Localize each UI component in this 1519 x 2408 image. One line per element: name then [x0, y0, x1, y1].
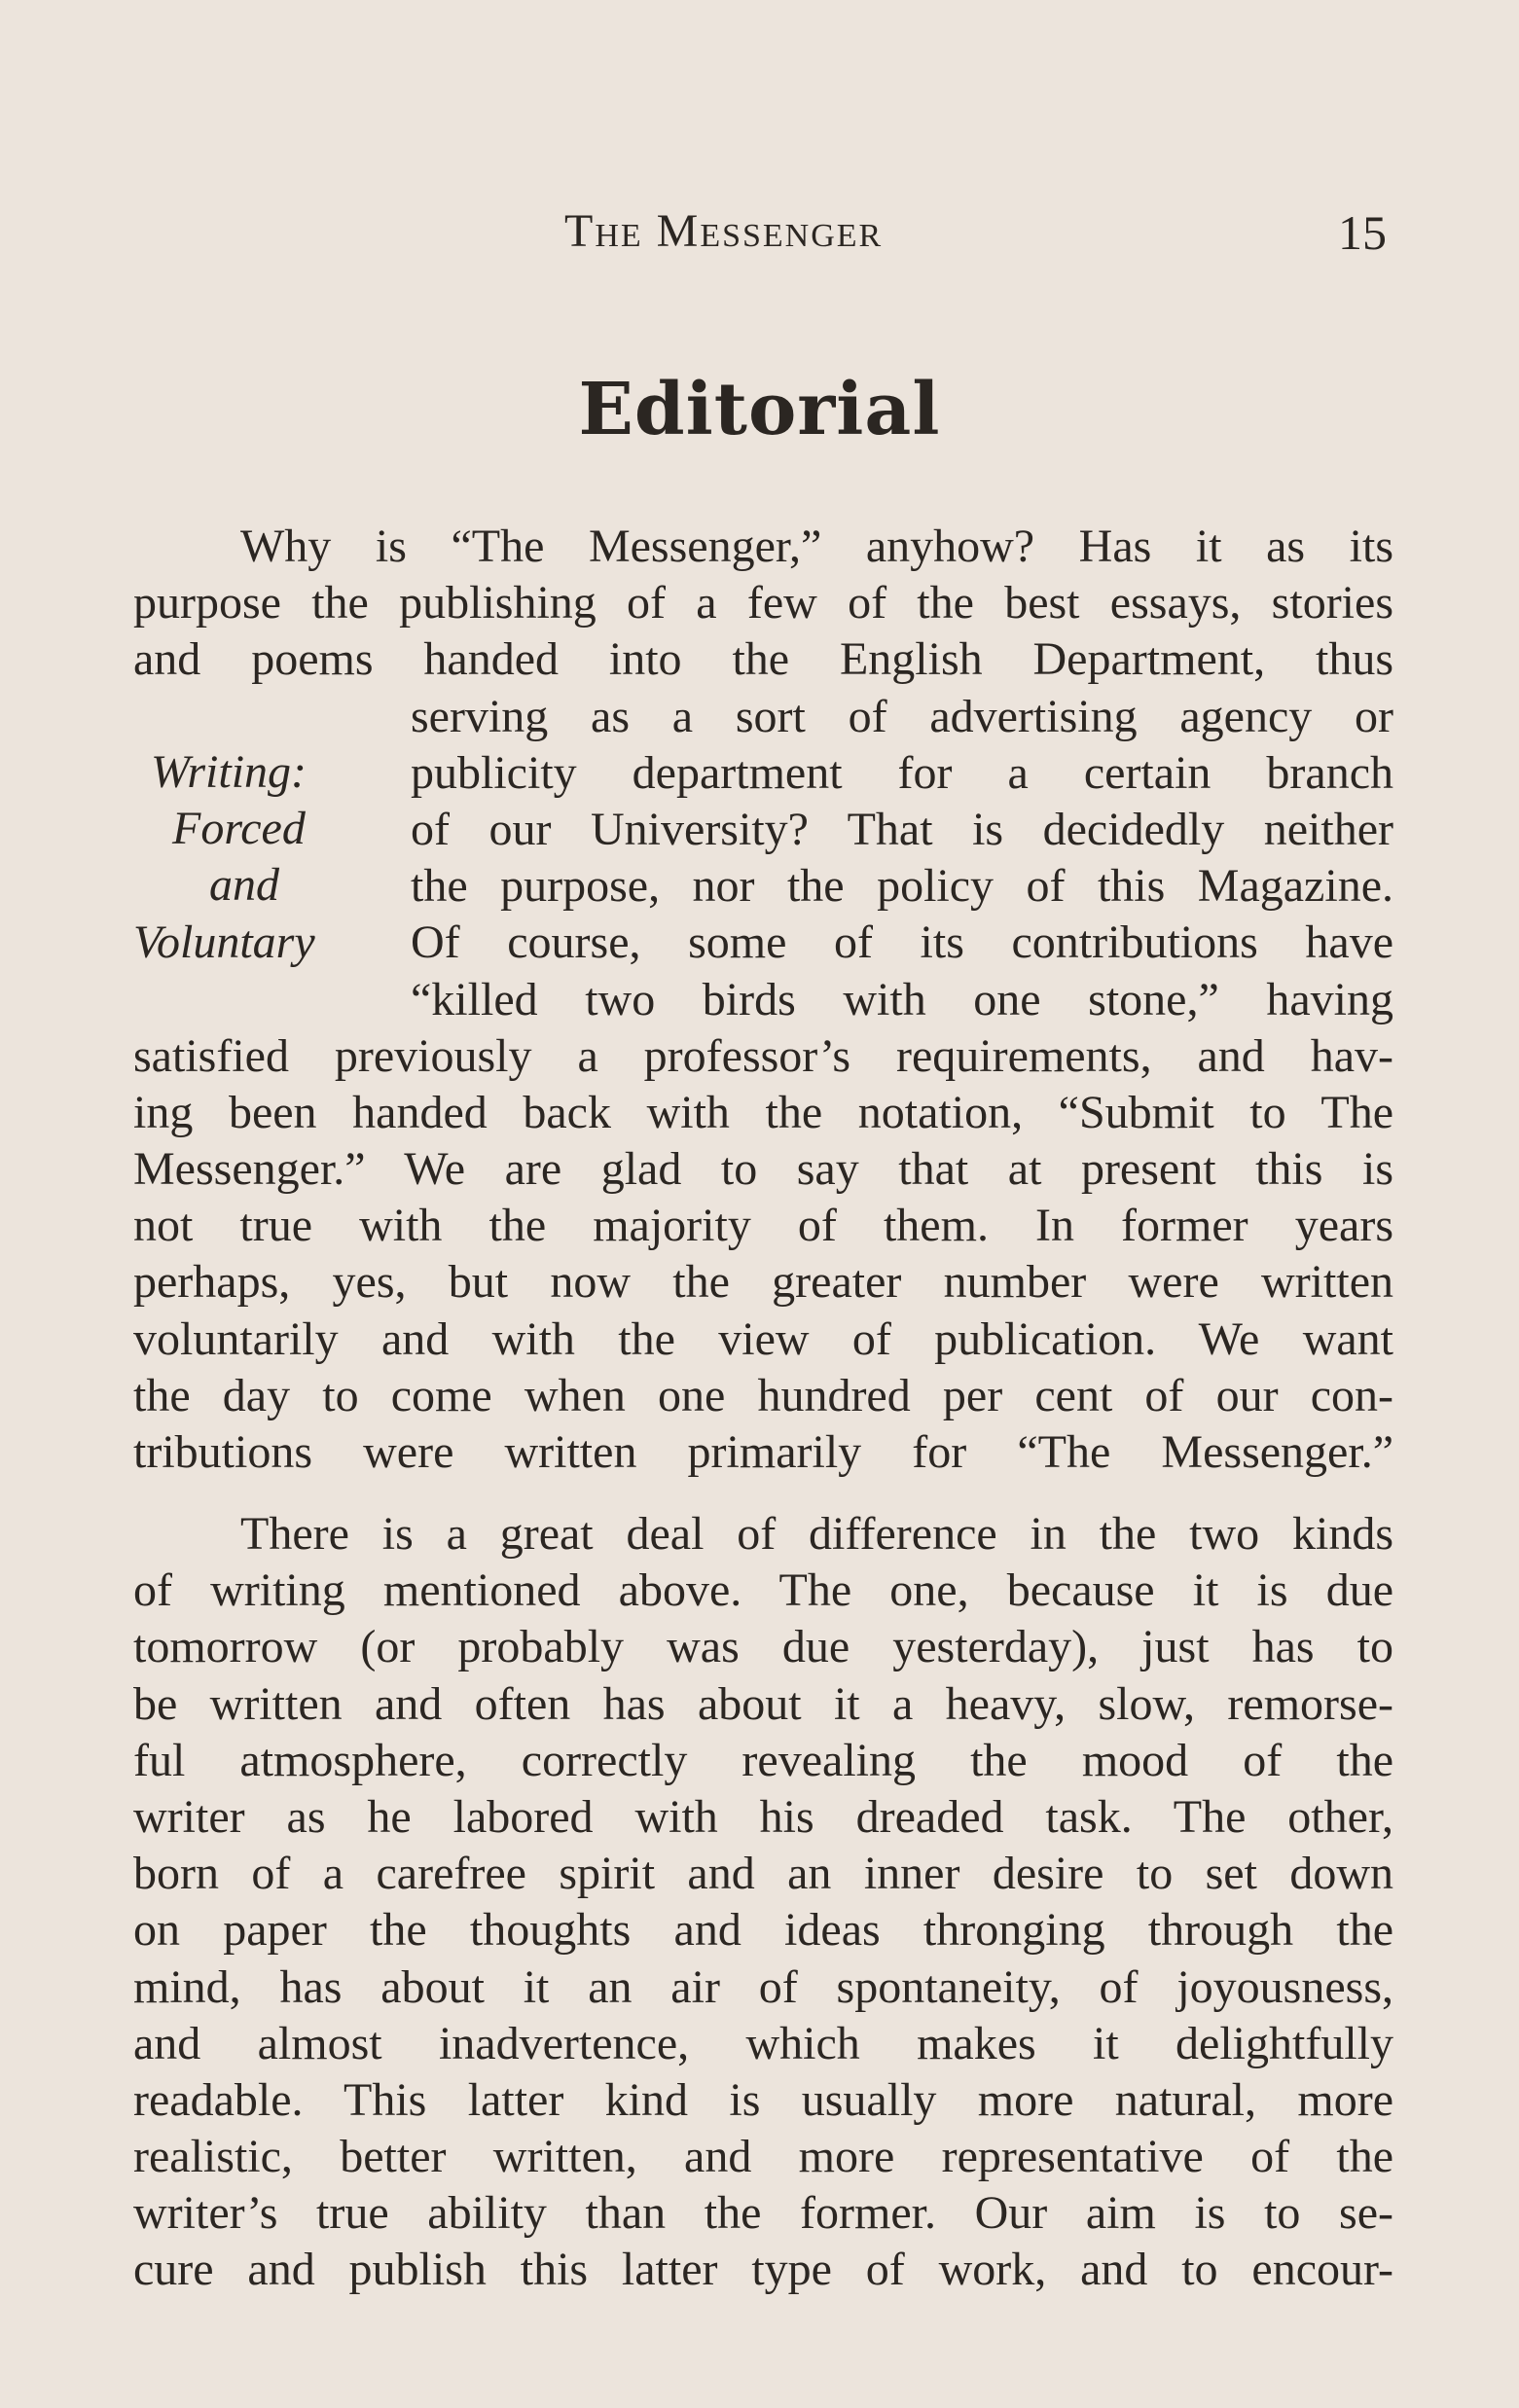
text-line: of our University? That is decidedly neither	[411, 803, 1393, 855]
margin-note-line: and	[209, 859, 279, 912]
text-line: the purpose, nor the policy of this Magazine.	[411, 860, 1393, 913]
paragraph-1	[133, 519, 1393, 1481]
text-line: “killed two birds with one stone,” having	[411, 973, 1393, 1025]
text-line: be written and often has about it a heavy, slow, remorse-	[133, 1677, 1393, 1730]
text-line: serving as a sort of advertising agency or	[411, 690, 1393, 742]
margin-note-line: Writing:	[151, 746, 307, 798]
text-line: and almost inadvertence, which makes it delightfully	[133, 2017, 1393, 2069]
text-line: writer as he labored with his dreaded task. The other,	[133, 1790, 1393, 1843]
text-line: born of a carefree spirit and an inner desire to set down	[133, 1848, 1393, 1900]
text-line: There is a great deal of difference in the two kinds	[240, 1508, 1393, 1560]
margin-note-line: Forced	[172, 803, 306, 855]
paragraph-2	[133, 1506, 1393, 2299]
text-line: writer’s true ability than the former. Our aim is to se-	[133, 2187, 1393, 2240]
text-line: tomorrow (or probably was due yesterday), just has to	[133, 1621, 1393, 1673]
margin-note-line: Voluntary	[133, 916, 315, 968]
text-line: Of course, some of its contributions have	[411, 916, 1393, 969]
text-line: ing been handed back with the notation, “Submit to The	[133, 1086, 1393, 1138]
text-line: mind, has about it an air of spontaneity, of joyousness,	[133, 1960, 1393, 2013]
text-line: the day to come when one hundred per cent of our con-	[133, 1369, 1393, 1421]
running-head-title: The Messenger	[564, 205, 884, 257]
text-line: and poems handed into the English Department, thus	[133, 633, 1393, 686]
text-line: realistic, better written, and more representative of the	[133, 2131, 1393, 2183]
text-line: publicity department for a certain branch	[411, 746, 1393, 799]
running-head	[0, 204, 1519, 263]
text-line: of writing mentioned above. The one, because it is due	[133, 1564, 1393, 1617]
text-line: readable. This latter kind is usually more natural, more	[133, 2073, 1393, 2126]
text-line: cure and publish this latter type of work, and to encour-	[133, 2244, 1393, 2296]
text-line: not true with the majority of them. In former years	[133, 1200, 1393, 1252]
text-line: voluntarily and with the view of publication. We want	[133, 1312, 1393, 1365]
text-line: satisfied previously a professor’s requirements, and hav-	[133, 1029, 1393, 1082]
text-line: tributions were written primarily for “The Messenger.”	[133, 1426, 1393, 1478]
text-line: purpose the publishing of a few of the best essays, stories	[133, 577, 1393, 629]
section-title: Editorial	[578, 368, 941, 451]
text-line: Why is “The Messenger,” anyhow? Has it as its	[240, 521, 1393, 572]
page-number: 15	[1338, 205, 1387, 260]
text-line: perhaps, yes, but now the greater number were written	[133, 1256, 1393, 1309]
text-line: ful atmosphere, correctly revealing the mood of the	[133, 1734, 1393, 1786]
text-line: Messenger.” We are glad to say that at present this is	[133, 1143, 1393, 1196]
text-line: on paper the thoughts and ideas thronging through the	[133, 1904, 1393, 1957]
